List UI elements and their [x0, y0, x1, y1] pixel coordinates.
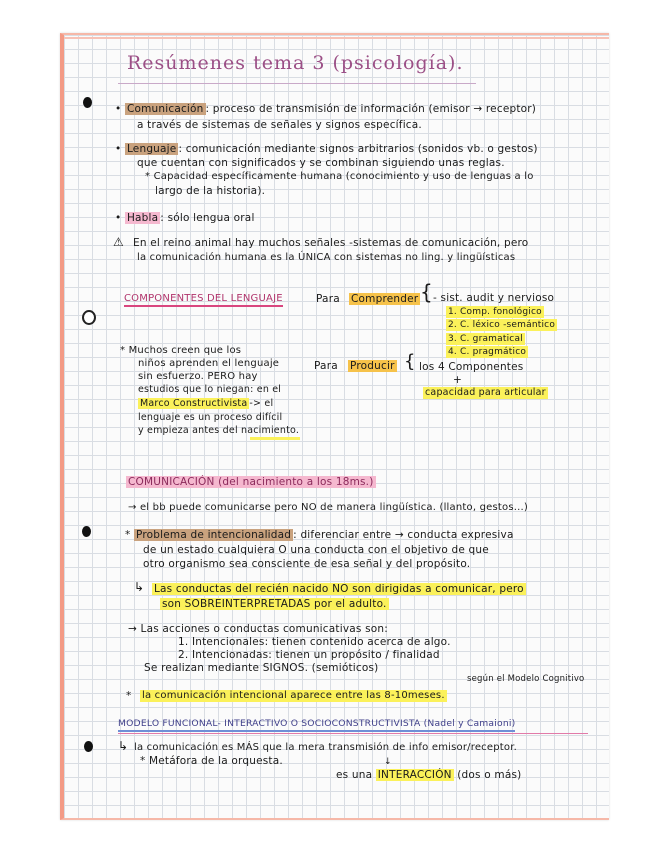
- page-title: Resúmenes tema 3 (psicología).: [127, 52, 464, 74]
- arrow-line-2: son SOBREINTERPRETADAS por el adulto.: [162, 598, 387, 610]
- problema-term: Problema de intencionalidad: [136, 529, 292, 541]
- lenguaje-line-1: • Lenguaje : comunicación mediante signos arbitrarios (sonidos vb. o gestos): [115, 143, 538, 155]
- lenguaje-note-2: largo de la historia).: [155, 185, 266, 197]
- para-producir-label: Para: [314, 360, 338, 372]
- arrow-icon: ↳: [134, 580, 145, 594]
- arrow-line-1: Las conductas del recién nacido NO son dirigidas a comunicar, pero: [154, 583, 524, 595]
- warning-line-1: En el reino animal hay muchos señales -sistemas de comunicación, pero: [133, 237, 529, 249]
- binder-hole-3: [82, 526, 91, 537]
- comp-item-0: - sist. audit y nervioso: [433, 292, 555, 304]
- title-underline: [118, 83, 476, 84]
- prod-item-2: capacidad para articular: [425, 387, 546, 398]
- comp-item-2: 2. C. léxico -semántico: [448, 320, 556, 330]
- note-line-3: estudios que lo niegan: en el: [138, 384, 282, 395]
- dos-o-mas: (dos o más): [457, 769, 522, 781]
- modelo-cognitivo-note: según el Modelo Cognitivo: [467, 674, 585, 684]
- comprender-term: Comprender: [351, 293, 419, 305]
- para-comprender-label: Para: [316, 293, 340, 305]
- star-bullet: *: [126, 690, 132, 702]
- warning-line-2: la comunicación humana es la ÚNICA con sistemas no ling. y lingüísticas: [137, 252, 516, 263]
- problema-line-1: * Problema de intencionalidad : diferenciar entre → conducta expresiva: [125, 529, 514, 541]
- prod-item-0: los 4 Componentes: [419, 361, 524, 373]
- note-line-1: niños aprenden el lenguaje: [138, 358, 280, 369]
- componentes-heading: COMPONENTES DEL LENGUAJE: [124, 293, 283, 307]
- habla-line: • Habla : sólo lengua oral: [115, 212, 255, 224]
- note-line-0: * Muchos creen que los: [120, 345, 242, 356]
- down-arrow: ↓: [384, 757, 392, 767]
- acciones-item-3: Se realizan mediante SIGNOS. (semióticos): [144, 662, 379, 674]
- note-line-2: sin esfuerzo. PERO hay: [138, 371, 258, 382]
- modelo-heading-underline-pink: [118, 733, 588, 734]
- acciones-item-1: 1. Intencionales: tienen contenido acerca de algo.: [178, 636, 451, 648]
- marco-constructivista: Marco Constructivista: [140, 398, 248, 409]
- lenguaje-def-1: : comunicación mediante signos arbitrarios (sonidos vb. o gestos): [178, 143, 538, 155]
- binder-hole-4: [84, 741, 93, 752]
- lenguaje-def-2: que cuentan con significados y se combinan siguiendo unas reglas.: [137, 157, 505, 169]
- habla-def: : sólo lengua oral: [160, 212, 255, 224]
- producir-term: Producir: [350, 360, 395, 372]
- comunicacion-def-1: : proceso de transmisión de información (emisor → receptor): [205, 103, 537, 115]
- comunicacion-line-1: • Comunicación : proceso de transmisión de información (emisor → receptor): [115, 103, 537, 115]
- comprender-brace: {: [420, 280, 433, 304]
- modelo-line-2: * Metáfora de la orquesta.: [140, 755, 283, 767]
- comp-item-4: 4. C. pragmático: [448, 347, 527, 357]
- acciones-line: → Las acciones o conductas comunicativas son:: [128, 623, 388, 635]
- comunicacion-def-2: a través de sistemas de señales y signos específica.: [137, 119, 422, 131]
- problema-def-1: : diferenciar entre → conducta expresiva: [293, 529, 514, 541]
- problema-def-2: de un estado cualquiera O una conducta con el objetivo de que: [143, 544, 489, 556]
- producir-brace: {: [404, 351, 416, 372]
- bb-line: → el bb puede comunicarse pero NO de manera lingüística. (llanto, gestos...): [128, 502, 528, 513]
- acciones-item-2: 2. Intencionadas: tienen un propósito / finalidad: [178, 649, 440, 661]
- note-arrow: -> el: [249, 398, 274, 409]
- note-line-7: y empieza antes del nacimiento.: [138, 425, 300, 436]
- modelo-line-1: la comunicación es MÁS que la mera transmisión de info emisor/receptor.: [134, 742, 517, 753]
- modelo-arrow-icon: ↳: [118, 739, 129, 753]
- comp-item-1: 1. Comp. fonológico: [448, 307, 542, 317]
- warning-icon: ⚠: [113, 235, 124, 249]
- binder-hole-2: [82, 310, 96, 325]
- modelo-heading: MODELO FUNCIONAL- INTERACTIVO O SOCIOCONSTRUCTIVISTA (Nadel y Camaioni): [118, 718, 515, 732]
- lenguaje-note-1: * Capacidad específicamente humana (conocimiento y uso de lenguas a lo: [145, 171, 534, 182]
- prod-item-1: +: [453, 374, 462, 386]
- es-una: es una: [336, 769, 373, 781]
- lenguaje-term: Lenguaje: [126, 143, 177, 155]
- problema-def-3: otro organismo sea consciente de esa señal y del propósito.: [143, 558, 471, 570]
- interaccion-term: INTERACCIÓN: [377, 769, 452, 781]
- habla-term: Habla: [126, 212, 159, 224]
- binder-hole-1: [83, 97, 92, 108]
- note-line-4-row: [138, 398, 273, 410]
- top-margin-line: [64, 37, 609, 39]
- comunicacion-term: Comunicación: [126, 103, 204, 115]
- modelo-line-3: [336, 769, 521, 781]
- comp-item-3: 3. C. gramatical: [448, 334, 523, 344]
- comunicacion-heading: COMUNICACIÓN (del nacimiento a los 18ms.): [128, 476, 374, 488]
- note-line-6: lenguaje es un proceso difícil: [138, 412, 283, 423]
- intencional-line: la comunicación intencional aparece entre las 8-10meses.: [142, 690, 445, 701]
- note-highlight-bar: [250, 437, 300, 440]
